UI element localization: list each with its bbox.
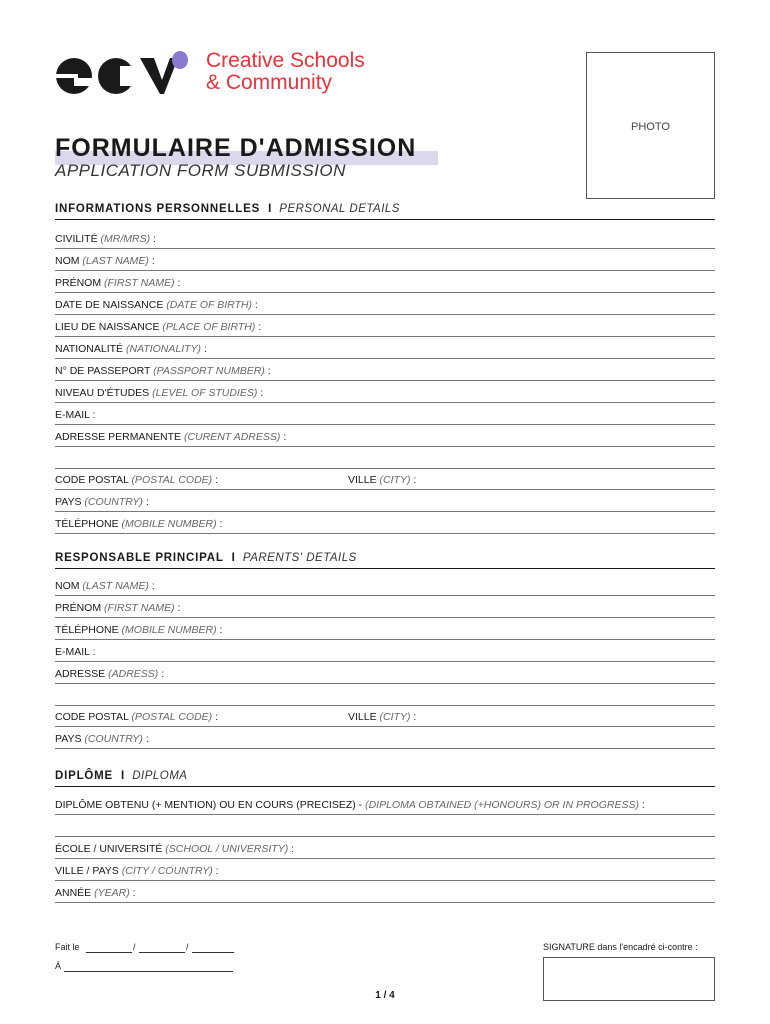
field-colon: : — [638, 799, 645, 811]
date-slash-2: / — [186, 942, 189, 952]
section-separator: I — [231, 552, 235, 564]
field-civility[interactable] — [55, 233, 715, 249]
field-label-fr: PRÉNOM — [55, 277, 102, 289]
section-header-personal — [55, 203, 715, 220]
field-colon: : — [264, 365, 271, 377]
section-title-en: DIPLOMA — [132, 770, 188, 782]
field-label-fr: NOM — [55, 580, 80, 592]
field-label-fr: NOM — [55, 255, 80, 267]
field-city[interactable] — [348, 474, 416, 486]
field-label-en: (LAST NAME) — [82, 255, 149, 267]
field-label-en: (CITY) — [379, 474, 411, 486]
field-label-fr: PRÉNOM — [55, 602, 102, 614]
date-slash-1: / — [133, 942, 136, 952]
field-colon: : — [148, 255, 155, 267]
field-parent-city[interactable] — [348, 711, 416, 723]
field-parent-address-continuation[interactable] — [55, 705, 715, 706]
section-header-diploma — [55, 770, 715, 787]
field-label-fr: DIPLÔME OBTENU (+ MENTION) OU EN COURS (PRECISEZ) - — [55, 799, 363, 811]
place-label: À — [55, 961, 62, 971]
day-line[interactable] — [86, 952, 132, 953]
field-colon: : — [201, 343, 207, 355]
section-title-fr: INFORMATIONS PERSONNELLES — [55, 203, 261, 215]
field-parent-last-name[interactable] — [55, 580, 715, 596]
field-label-en: (DATE OF BIRTH) — [166, 299, 253, 311]
field-permanent-address[interactable] — [55, 431, 715, 447]
field-label-fr: LIEU DE NAISSANCE — [55, 321, 160, 333]
field-parent-country[interactable] — [55, 733, 715, 749]
field-label-fr: CIVILITÉ — [55, 233, 98, 245]
section-title-fr: RESPONSABLE PRINCIPAL — [55, 552, 224, 564]
field-colon: : — [288, 843, 295, 855]
field-label-en: (COUNTRY) — [84, 733, 143, 745]
field-label-en: (CITY / COUNTRY) — [121, 865, 213, 877]
section-separator: I — [268, 203, 272, 215]
field-label-fr: ANNÉE — [55, 887, 92, 899]
field-colon: : — [280, 431, 287, 443]
field-colon: : — [216, 624, 223, 636]
photo-label: PHOTO — [631, 121, 670, 133]
field-parent-address[interactable] — [55, 668, 715, 684]
field-date-of-birth[interactable] — [55, 299, 715, 315]
field-label-fr: NATIONALITÉ — [55, 343, 124, 355]
month-line[interactable] — [139, 952, 185, 953]
field-passport-number[interactable] — [55, 365, 715, 381]
field-label-fr: N° DE PASSEPORT — [55, 365, 151, 377]
field-label-fr: ADRESSE — [55, 668, 106, 680]
field-colon: : — [89, 646, 96, 658]
field-label-en: (CITY) — [379, 711, 411, 723]
field-label-en: (DIPLOMA OBTAINED (+HONOURS) OR IN PROGRESS) — [365, 799, 639, 811]
field-email[interactable] — [55, 409, 715, 425]
field-label-en: (MOBILE NUMBER) — [121, 518, 217, 530]
field-colon: : — [410, 711, 417, 723]
field-colon: : — [257, 387, 264, 399]
field-colon: : — [212, 865, 219, 877]
field-parent-postal-city[interactable] — [55, 711, 715, 727]
field-label-en: (LAST NAME) — [82, 580, 149, 592]
field-city-country[interactable] — [55, 865, 715, 881]
field-label-fr: E-MAIL — [55, 409, 90, 421]
logo-tagline — [206, 50, 365, 94]
field-label-en: (COUNTRY) — [84, 496, 143, 508]
field-colon: : — [142, 496, 149, 508]
field-first-name[interactable] — [55, 277, 715, 293]
field-phone[interactable] — [55, 518, 715, 534]
year-line[interactable] — [192, 952, 234, 953]
section-separator: I — [121, 770, 125, 782]
field-label-fr: NIVEAU D'ÉTUDES — [55, 387, 150, 399]
field-country[interactable] — [55, 496, 715, 512]
field-label-fr: E-MAIL — [55, 646, 90, 658]
photo-box[interactable] — [586, 52, 715, 199]
field-colon: : — [174, 602, 181, 614]
field-year[interactable] — [55, 887, 715, 903]
field-diploma-continuation[interactable] — [55, 836, 715, 837]
field-colon: : — [212, 711, 218, 723]
field-label-en: (NATIONALITY) — [126, 343, 202, 355]
logo-tagline-line2: & Community — [206, 71, 333, 94]
section-title-en: PARENTS' DETAILS — [242, 552, 357, 564]
field-postal-city[interactable] — [55, 474, 715, 490]
field-colon: : — [148, 580, 155, 592]
field-colon: : — [410, 474, 417, 486]
field-label-fr: CODE POSTAL — [55, 474, 129, 486]
section-title-fr: DIPLÔME — [55, 770, 113, 782]
field-colon: : — [142, 733, 149, 745]
field-label-fr: VILLE — [348, 711, 377, 723]
field-label-fr: ADRESSE PERMANENTE — [55, 431, 182, 443]
field-label-fr: VILLE / PAYS — [55, 865, 119, 877]
field-label-fr: VILLE — [348, 474, 377, 486]
field-colon: : — [89, 409, 96, 421]
field-colon: : — [212, 474, 218, 486]
field-last-name[interactable] — [55, 255, 715, 271]
field-colon: : — [216, 518, 223, 530]
form-subtitle: APPLICATION FORM SUBMISSION — [55, 161, 346, 180]
field-label-en: (LEVEL OF STUDIES) — [152, 387, 258, 399]
field-label-fr: ÉCOLE / UNIVERSITÉ — [55, 843, 163, 855]
field-label-en: (SCHOOL / UNIVERSITY) — [165, 843, 289, 855]
field-colon: : — [174, 277, 181, 289]
field-colon: : — [255, 321, 262, 333]
field-parent-first-name[interactable] — [55, 602, 715, 618]
field-label-en: (MR/MRS) — [100, 233, 151, 245]
ecv-logo-mark — [54, 48, 194, 96]
field-label-en: (ADRESS) — [108, 668, 159, 680]
field-label-en: (POSTAL CODE) — [131, 474, 213, 486]
ecv-logo — [54, 48, 394, 98]
field-address-continuation[interactable] — [55, 468, 715, 469]
field-colon: : — [150, 233, 156, 245]
section-header-parents — [55, 552, 715, 569]
field-diploma-obtained[interactable] — [55, 799, 715, 815]
field-label-en: (PASSPORT NUMBER) — [153, 365, 265, 377]
logo-tagline-line1: Creative Schools — [206, 49, 365, 72]
field-nationality[interactable] — [55, 343, 715, 359]
field-label-en: (POSTAL CODE) — [131, 711, 213, 723]
field-level-of-studies[interactable] — [55, 387, 715, 403]
field-label-fr: TÉLÉPHONE — [55, 624, 119, 636]
field-parent-email[interactable] — [55, 646, 715, 662]
field-label-fr: DATE DE NAISSANCE — [55, 299, 164, 311]
field-label-fr: CODE POSTAL — [55, 711, 129, 723]
field-label-fr: TÉLÉPHONE — [55, 518, 119, 530]
field-school[interactable] — [55, 843, 715, 859]
page-number: 1 / 4 — [375, 990, 395, 1001]
field-label-en: (MOBILE NUMBER) — [121, 624, 217, 636]
field-label-en: (YEAR) — [94, 887, 130, 899]
field-label-en: (FIRST NAME) — [104, 602, 175, 614]
field-label-en: (PLACE OF BIRTH) — [162, 321, 256, 333]
signature-label: SIGNATURE dans l'encadré ci-contre : — [543, 942, 698, 952]
field-colon: : — [129, 887, 136, 899]
place-line[interactable] — [64, 971, 233, 972]
field-colon: : — [158, 668, 165, 680]
field-parent-phone[interactable] — [55, 624, 715, 640]
field-label-fr: PAYS — [55, 496, 82, 508]
field-label-fr: PAYS — [55, 733, 82, 745]
field-label-en: (CURENT ADRESS) — [183, 431, 281, 443]
field-place-of-birth[interactable] — [55, 321, 715, 337]
field-label-en: (FIRST NAME) — [104, 277, 175, 289]
done-on-label: Fait le — [55, 942, 80, 952]
field-colon: : — [252, 299, 258, 311]
form-title: FORMULAIRE D'ADMISSION — [55, 134, 417, 162]
section-title-en: PERSONAL DETAILS — [279, 203, 400, 215]
